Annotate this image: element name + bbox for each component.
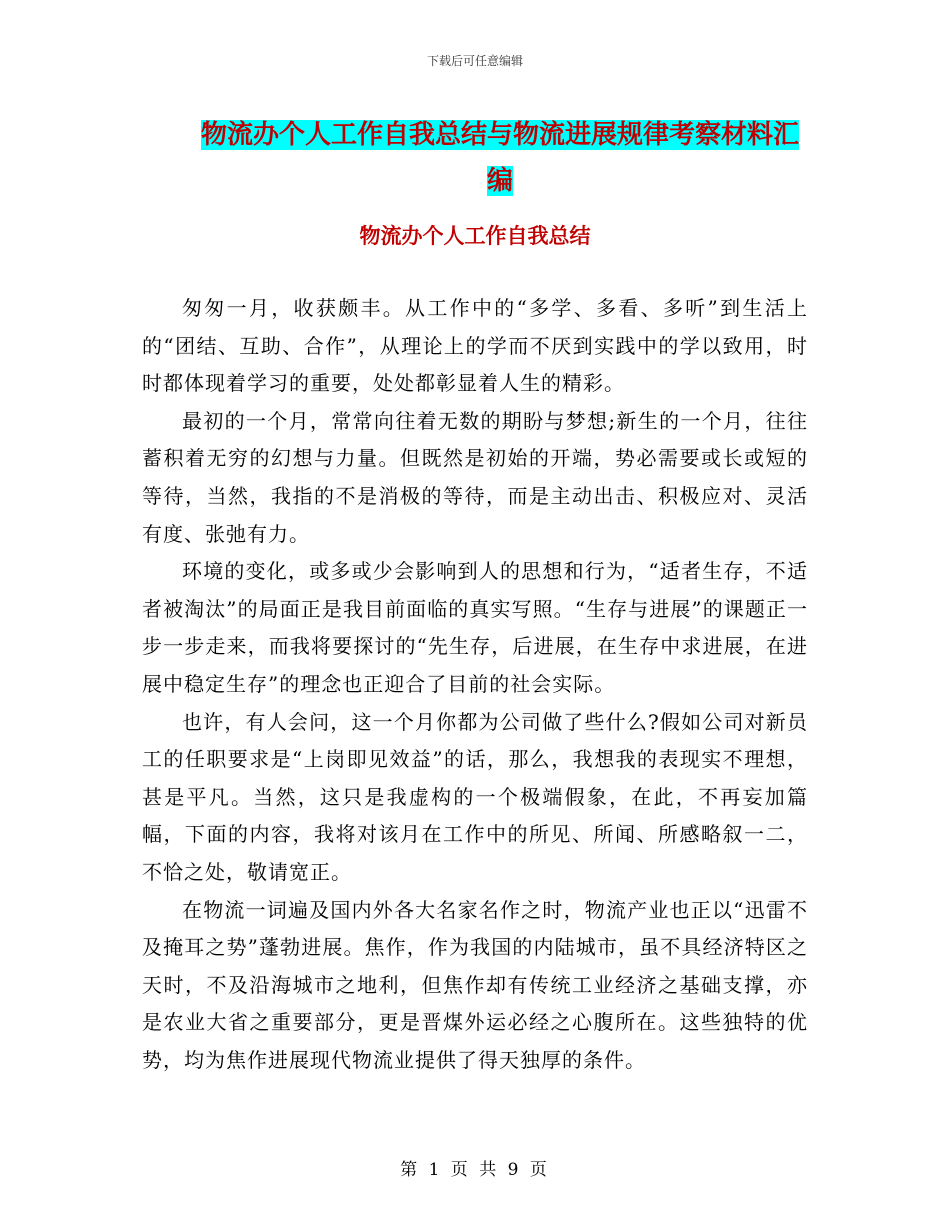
paragraph: 也许，有人会问，这一个月你都为公司做了些什么?假如公司对新员工的任职要求是“上岗即见效益”的话，那么，我想我的表现实不理想，甚是平凡。当然，这只是我虚构的一个极端假象，在此，不再妄加篇幅，下面的内容，我将对该月在工作中的所见、所闻、所感略叙一二，不恰之处，敬请宽正。: [142, 709, 808, 884]
header-note: 下载后可任意编辑: [426, 54, 523, 68]
paragraph: 环境的变化，或多或少会影响到人的思想和行为，“适者生存，不适者被淘汰”的局面正是我目前面临的真实写照。“生存与进展”的课题正一步一步走来，而我将要探讨的“先生存，后进展，在生存中求进展，在进展中稳定生存”的理念也正迎合了目前的社会实际。: [142, 559, 808, 696]
paragraph: 最初的一个月，常常向往着无数的期盼与梦想;新生的一个月，往往蓄积着无穷的幻想与力量。但既然是初始的开端，势必需要或长或短的等待，当然，我指的不是消极的等待，而是主动出击、积极应对、灵活有度、张弛有力。: [142, 408, 808, 546]
document-title-text: 物流办个人工作自我总结与物流进展规律考察材料汇编: [200, 120, 799, 196]
section-title: 物流办个人工作自我总结: [359, 224, 591, 248]
page-number-footer: 第 1 页 共 9 页: [400, 1160, 550, 1180]
document-body: [142, 290, 808, 1079]
document-title: [190, 112, 810, 204]
paragraph: 匆匆一月，收获颇丰。从工作中的“多学、多看、多听”到生活上的“团结、互助、合作”，从理论上的学而不厌到实践中的学以致用，时时都体现着学习的重要，处处都彰显着人生的精彩。: [142, 296, 808, 396]
paragraph: 在物流一词遍及国内外各大名家名作之时，物流产业也正以“迅雷不及掩耳之势”蓬勃进展。焦作，作为我国的内陆城市，虽不具经济特区之天时，不及沿海城市之地利，但焦作却有传统工业经济之基础支撑，亦是农业大省之重要部分，更是晋煤外运必经之心腹所在。这些独特的优势，均为焦作进展现代物流业提供了得天独厚的条件。: [142, 897, 808, 1072]
